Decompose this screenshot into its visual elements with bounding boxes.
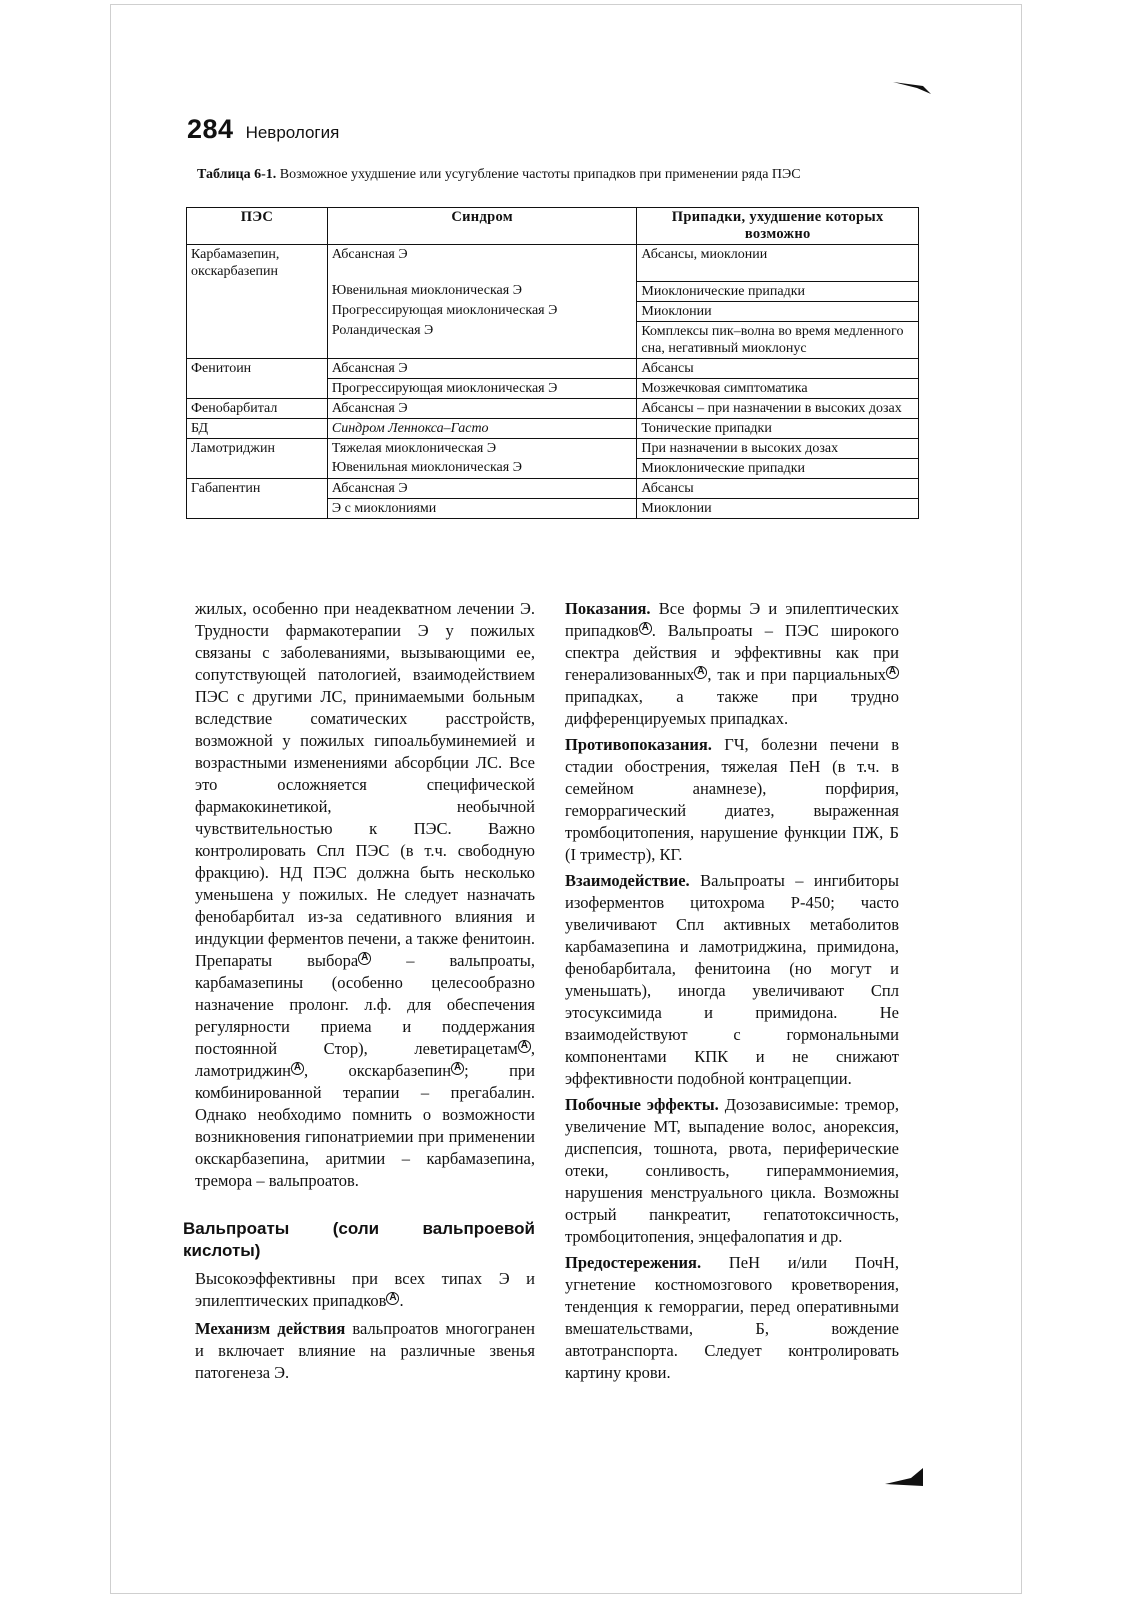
table-row xyxy=(187,498,919,518)
paragraph-text: Все формы Э и эпилептических припадков xyxy=(565,599,899,640)
body-paragraph xyxy=(565,870,899,1090)
drug-cell: Габапентин xyxy=(187,478,328,498)
drug-cell xyxy=(187,378,328,398)
syndrome-cell xyxy=(327,418,637,438)
table-row xyxy=(187,418,919,438)
body-paragraph xyxy=(195,1318,535,1384)
table-row xyxy=(187,438,919,458)
seizure-cell: Абсансы xyxy=(637,358,919,378)
seizure-cell: Комплексы пик–волна во время медленного сна, негативный миоклонус xyxy=(637,321,919,358)
seizure-cell: Мозжечковая симптоматика xyxy=(637,378,919,398)
column-header: Синдром xyxy=(327,208,637,245)
section-title: Неврология xyxy=(245,123,340,142)
paragraph-text: , так и при парциальных xyxy=(707,665,886,684)
seizure-cell: Миоклонии xyxy=(637,498,919,518)
seizure-cell: Миоклонические припадки xyxy=(637,281,919,301)
table-row xyxy=(187,478,919,498)
seizure-cell: Миоклонии xyxy=(637,301,919,321)
syndrome-cell: Ювенильная миоклоническая Э xyxy=(327,281,637,301)
indications-label: Показания. xyxy=(565,599,651,618)
syndrome-cell: Прогрессирующая миоклоническая Э xyxy=(327,301,637,321)
page-header xyxy=(187,114,339,146)
body-paragraph xyxy=(195,1268,535,1312)
drug-cell: Фенобарбитал xyxy=(187,398,328,418)
paragraph-text: – вальпроаты, карбамазепины (особенно целесообразно назначение пролонг. л.ф. для обеспечения регулярности приема и поддержания постоянной Cтор), леветирацетам xyxy=(195,951,535,1058)
paragraph-text: ПеН и/или ПочН, угнетение костномозгового кроветворения, тенденция к геморрагии, перед оперативными вмешательствами, Б, вождение автотранспорта. Следует контролировать картину крови. xyxy=(565,1253,899,1382)
syndrome-cell: Абсансная Э xyxy=(327,398,637,418)
seizure-cell: Абсансы, миоклонии xyxy=(637,245,919,282)
paragraph-text: Высокоэффективны при всех типах Э и эпилептических припадков xyxy=(195,1269,535,1310)
paragraph-text: ГЧ, болезни печени в стадии обострения, тяжелая ПеН (в т.ч. в семейном анамнезе), порфирия, геморрагический диатез, выраженная тромбоцитопения, нарушение функции ПЖ, Б (I триместр), КГ. xyxy=(565,735,899,864)
body-paragraph xyxy=(565,1252,899,1384)
drug-cell: Карбамазепин, окскарбазепин xyxy=(187,245,328,282)
interaction-label: Взаимодействие. xyxy=(565,871,690,890)
seizure-cell: Абсансы xyxy=(637,478,919,498)
body-paragraph xyxy=(565,598,899,730)
page-number: 284 xyxy=(187,114,234,144)
syndrome-cell: Прогрессирующая миоклоническая Э xyxy=(327,378,637,398)
recommendation-mark-icon: A xyxy=(291,1062,304,1075)
recommendation-mark-icon: A xyxy=(518,1040,531,1053)
table-row xyxy=(187,378,919,398)
syndrome-cell: Абсансная Э xyxy=(327,245,637,282)
paragraph-text: припадках, а также при трудно дифференцируемых припадках. xyxy=(565,687,899,728)
mechanism-label: Механизм действия xyxy=(195,1319,346,1338)
paragraph-text: Вальпроаты – ингибиторы изоферментов цитохрома P-450; часто увеличивают Cпл активных метаболитов карбамазепина и ламотриджина, примидона, фенобарбитала, фенитоина (но могут и уменьшать), иногда увеличивают Cпл этосуксимида и примидона. Не взаимодействуют с гормональными компонентами КПК и не снижают эффективности подобной контрацепции. xyxy=(565,871,899,1088)
paragraph-text: . Вальпроаты – ПЭС широкого спектра действия и эффективны как при генерализованных xyxy=(565,621,899,684)
recommendation-mark-icon: A xyxy=(886,666,899,679)
table-row xyxy=(187,458,919,478)
table-row xyxy=(187,321,919,358)
drug-cell xyxy=(187,301,328,321)
seizure-cell: При назначении в высоких дозах xyxy=(637,438,919,458)
left-text-column xyxy=(183,598,536,1384)
paragraph-text: ; при комбинированной терапии – прегабалин. Однако необходимо помнить о возможности возникновения гипонатриемии при применении окскарбазепина, аритмии – карбамазепина, тремора – вальпроатов. xyxy=(195,1061,535,1190)
paragraph-text: . xyxy=(399,1291,404,1310)
paragraph-text: Дозозависимые: тремор, увеличение МТ, выпадение волос, анорексия, диспепсия, тошнота, рвота, периферические отеки, сонливость, гипераммониемия, нарушения менструального цикла. Возможны острый панкреатит, гепатотоксичность, тромбоцитопения, энцефалопатия и др. xyxy=(565,1095,899,1246)
drug-cell: Фенитоин xyxy=(187,358,328,378)
paragraph-text: , окскарбазепин xyxy=(303,1061,452,1080)
contraindications-label: Противопоказания. xyxy=(565,735,712,754)
drug-cell: Ламотриджин xyxy=(187,438,328,458)
right-text-column xyxy=(565,598,899,1384)
seizure-cell: Абсансы – при назначении в высоких дозах xyxy=(637,398,919,418)
drug-cell xyxy=(187,281,328,301)
drug-cell xyxy=(187,321,328,358)
table-row xyxy=(187,245,919,282)
syndrome-cell: Тяжелая миоклоническая Э xyxy=(327,438,637,458)
paragraph-text: жилых, особенно при неадекватном лечении Э. Трудности фармакотерапии Э у пожилых связаны с заболеваниями, вызывающими ее, сопутствующей патологией, взаимодействием ПЭС с другими ЛС, принимаемыми больным вследствие соматических расстройств, возможной у пожилых гипоальбуминемией и возрастными изменениями абсорбции ЛС. Все это осложняется специфической фармакокинетикой, необычной чувствительностью к ПЭС. Важно контролировать Cпл ПЭС (в т.ч. свободную фракцию). НД ПЭС должна быть несколько уменьшена у пожилых. Не следует назначать фенобарбитал из-за седативного влияния и индукции ферментов печени, а также фенитоин. Препараты выбора xyxy=(195,599,535,970)
body-paragraph xyxy=(195,598,535,1192)
syndrome-cell: Ювенильная миоклоническая Э xyxy=(327,458,637,478)
recommendation-mark-icon: A xyxy=(639,622,652,635)
page-corner-mark xyxy=(893,78,933,98)
table-caption-text: Возможное ухудшение или усугубление частоты припадков при применении ряда ПЭС xyxy=(276,167,801,182)
page-corner-mark xyxy=(885,1466,925,1488)
table-caption-label: Таблица 6-1. xyxy=(197,167,277,182)
drug-cell xyxy=(187,498,328,518)
table-row xyxy=(187,358,919,378)
recommendation-mark-icon: A xyxy=(451,1062,464,1075)
column-header: ПЭС xyxy=(187,208,328,245)
seizure-cell: Тонические припадки xyxy=(637,418,919,438)
table-row xyxy=(187,398,919,418)
syndrome-cell: Абсансная Э xyxy=(327,478,637,498)
side-effects-label: Побочные эффекты. xyxy=(565,1095,719,1114)
drug-cell: БД xyxy=(187,418,328,438)
table-caption xyxy=(197,167,917,183)
syndrome-cell: Абсансная Э xyxy=(327,358,637,378)
drug-cell xyxy=(187,458,328,478)
syndrome-cell: Роландическая Э xyxy=(327,321,637,358)
syndrome-cell: Э с миоклониями xyxy=(327,498,637,518)
section-subheading: Вальпроаты (соли вальпроевой кислоты) xyxy=(183,1219,535,1260)
syndrome-text: Синдром Леннокса–Гасто xyxy=(331,420,489,436)
table-row xyxy=(187,301,919,321)
paragraph-text: , ламотриджин xyxy=(195,1039,535,1080)
recommendation-mark-icon: A xyxy=(358,952,371,965)
table-header-row xyxy=(187,208,919,245)
recommendation-mark-icon: A xyxy=(694,666,707,679)
body-paragraph xyxy=(565,734,899,866)
table-row xyxy=(187,281,919,301)
column-header: Припадки, ухудшение которых возможно xyxy=(637,208,919,245)
body-paragraph xyxy=(565,1094,899,1248)
paragraph-text: вальпроатов многогранен и включает влияние на различные звенья патогенеза Э. xyxy=(195,1319,536,1382)
seizure-cell: Миоклонические припадки xyxy=(637,458,919,478)
recommendation-mark-icon: A xyxy=(386,1292,399,1305)
drug-seizure-table xyxy=(186,207,919,519)
warnings-label: Предостережения. xyxy=(565,1253,702,1272)
